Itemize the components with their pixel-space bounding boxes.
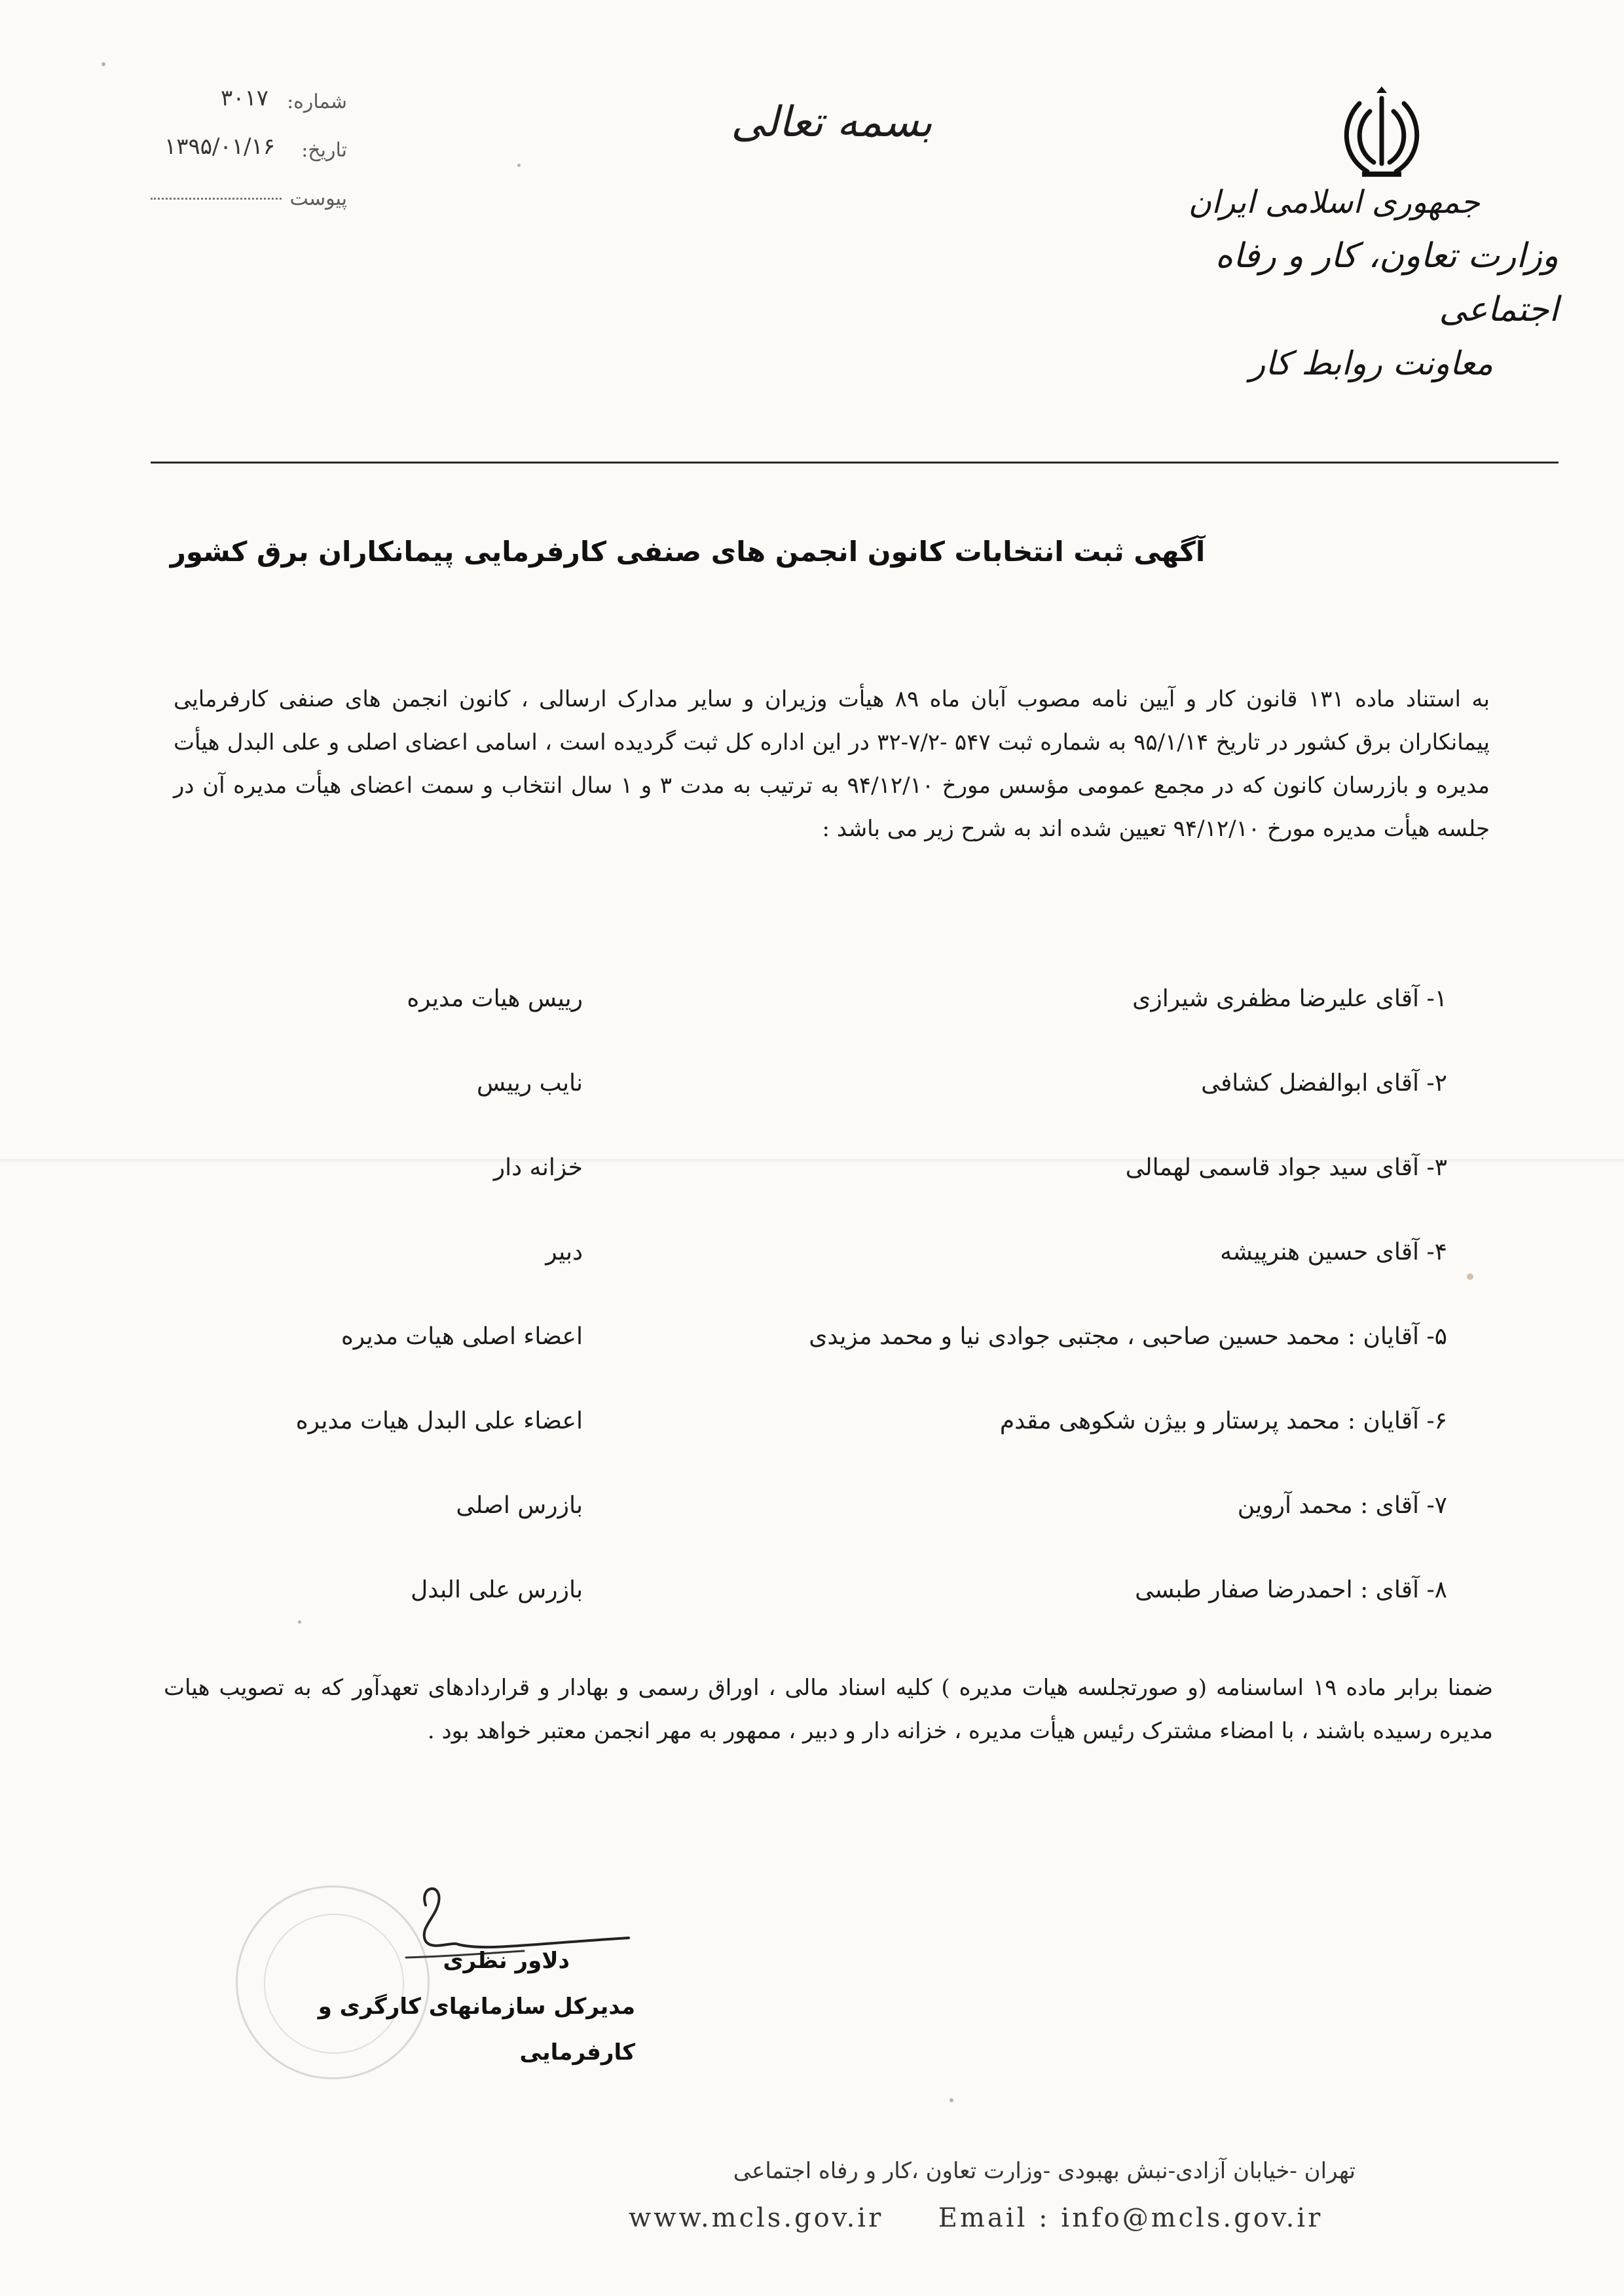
- letter-number-row: [111, 85, 347, 134]
- member-role: نایب رییس: [477, 1070, 583, 1097]
- signatory-name: دلاور نظری: [443, 1948, 570, 1974]
- letter-date-row: [111, 134, 347, 182]
- footer-contact-line: [629, 2195, 1356, 2242]
- member-row: [216, 1239, 1460, 1323]
- member-role: خزانه دار: [493, 1154, 583, 1181]
- member-row: [216, 1492, 1460, 1576]
- country-name: جمهوری اسلامی ایران: [1188, 184, 1480, 221]
- member-name: ۵- آقایان : محمد حسین صاحبی ، مجتبی جوادی نیا و محمد مزیدی: [809, 1323, 1447, 1350]
- member-role: اعضاء علی البدل هیات مدیره: [295, 1408, 583, 1434]
- ministry-heading: [1100, 175, 1559, 390]
- paper-speck: [517, 164, 521, 167]
- member-name: ۱- آقای علیرضا مظفری شیرازی: [1132, 985, 1447, 1012]
- footer-email[interactable]: info@mcls.gov.ir: [1061, 2203, 1323, 2233]
- closing-paragraph: ضمنا برابر ماده ۱۹ اساسنامه (و صورتجلسه هیات مدیره ) کلیه اسناد مالی ، اوراق رسمی و بهادار و قراردادهای تعهدآور که به تصویب هیات مدیره رسیده باشند ، با امضاء مشترک رئیس هیأت مدیره ، خزانه دار و دبیر ، ممهور به مهر انجمن معتبر خواهد بود .: [164, 1675, 1493, 1744]
- intro-paragraph: به استناد ماده ۱۳۱ قانون کار و آیین نامه مصوب آبان ماه ۸۹ هیأت وزیران و سایر مدارک ارسالی ، کانون انجمن های صنفی کارفرمایی پیمانکاران برق کشور در تاریخ ۹۵/۱/۱۴ به شماره ثبت ۵۴۷ -۷/۲-۳۲ در این اداره کل ثبت گردیده است ، اسامی اعضای اصلی و علی البدل هیأت مدیره و بازرسان کانون که در مجمع عمومی مؤسس مورخ ۹۴/۱۲/۱۰ به ترتیب به مدت ۳ و ۱ سال انتخاب و سمت اعضای هیأت مدیره آن در جلسه هیأت مدیره مورخ ۹۴/۱۲/۱۰ تعیین شده اند به شرح زیر می باشد :: [174, 686, 1490, 842]
- letter-footer: [629, 2147, 1356, 2242]
- ministry-name: وزارت تعاون، کار و رفاه اجتماعی: [1215, 236, 1559, 329]
- signature-block: [216, 1938, 635, 2075]
- iran-emblem-icon: [1336, 85, 1428, 183]
- member-row: [216, 1576, 1460, 1661]
- letter-attachment-row: [111, 182, 347, 230]
- member-role: بازرس اصلی: [456, 1492, 583, 1519]
- paper-speck: [101, 62, 105, 66]
- member-row: [216, 1070, 1460, 1154]
- paper-speck: [950, 2098, 953, 2102]
- member-role: رییس هیات مدیره: [407, 985, 583, 1012]
- letter-date-value: ۱۳۹۵/۰۱/۱۶: [164, 134, 275, 160]
- letter-date-label: تاریخ:: [301, 139, 347, 162]
- member-name: ۸- آقای : احمدرضا صفار طبسی: [1135, 1576, 1447, 1603]
- letter-meta: [111, 85, 347, 230]
- member-name: ۲- آقای ابوالفضل کشافی: [1201, 1070, 1447, 1097]
- footer-email-label: Email :: [938, 2203, 1050, 2233]
- letter-number-label: شماره:: [287, 90, 347, 113]
- footer-address: تهران -خیابان آزادی-نبش بهبودی -وزارت تعاون ،کار و رفاه اجتماعی: [733, 2158, 1356, 2184]
- header-divider: [151, 462, 1559, 464]
- document-title: آگهی ثبت انتخابات کانون انجمن های صنفی کارفرمایی پیمانکاران برق کشور: [170, 536, 1206, 568]
- member-role: بازرس علی البدل: [411, 1576, 583, 1603]
- department-name: معاونت روابط کار: [1249, 344, 1493, 382]
- member-role: دبیر: [545, 1239, 583, 1266]
- attachment-dotted-line: [151, 198, 282, 200]
- member-list: [216, 985, 1460, 1661]
- letter-attachment-label: پیوست: [289, 187, 347, 210]
- member-row: [216, 1154, 1460, 1239]
- paper-speck: [1467, 1273, 1473, 1280]
- member-name: ۴- آقای حسین هنرپیشه: [1220, 1239, 1447, 1266]
- signatory-title: مدیرکل سازمانهای کارگری و کارفرمایی: [318, 1994, 635, 2066]
- footer-website[interactable]: www.mcls.gov.ir: [629, 2203, 884, 2233]
- member-name: ۷- آقای : محمد آروین: [1237, 1492, 1447, 1519]
- member-row: [216, 985, 1460, 1070]
- letter-number-value: ۳۰۱۷: [220, 85, 268, 111]
- bismillah-heading: بسمه تعالی: [731, 98, 932, 147]
- member-row: [216, 1323, 1460, 1408]
- member-name: ۶- آقایان : محمد پرستار و بیژن شکوهی مقدم: [999, 1408, 1447, 1434]
- member-row: [216, 1408, 1460, 1492]
- member-name: ۳- آقای سید جواد قاسمی لهمالی: [1125, 1154, 1447, 1181]
- member-role: اعضاء اصلی هیات مدیره: [341, 1323, 583, 1350]
